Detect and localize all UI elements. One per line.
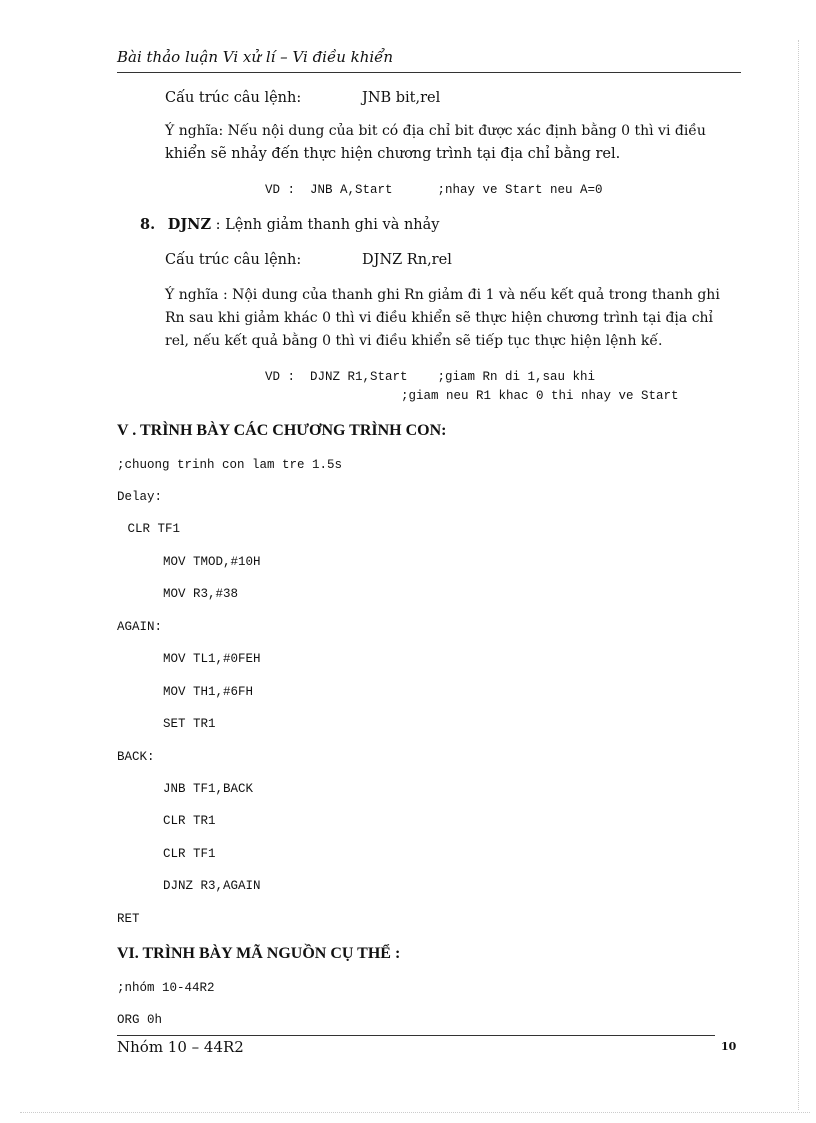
djnz-syntax-label: Cấu trúc câu lệnh: <box>165 252 302 268</box>
code-line: CLR TF1 <box>163 847 216 861</box>
section-5-heading: V . TRÌNH BÀY CÁC CHƯƠNG TRÌNH CON: <box>117 422 447 439</box>
code-line: CLR TR1 <box>163 814 216 828</box>
jnb-syntax-value: JNB bit,rel <box>362 90 441 106</box>
jnb-meaning-line-2: khiển sẽ nhảy đến thực hiện chương trình tại địa chỉ bằng rel. <box>165 146 621 162</box>
code-line: BACK: <box>117 750 155 764</box>
jnb-syntax-label: Cấu trúc câu lệnh: <box>165 90 302 106</box>
code-line: RET <box>117 912 140 926</box>
jnb-example: VD : JNB A,Start ;nhay ve Start neu A=0 <box>265 183 603 197</box>
djnz-number: 8. <box>140 216 156 233</box>
code-line: ;chuong trinh con lam tre 1.5s <box>117 458 343 472</box>
code-line: MOV TL1,#0FEH <box>163 652 261 666</box>
jnb-meaning-line-1: Ý nghĩa: Nếu nội dung của bit có địa chỉ bit được xác định bằng 0 thì vi điều <box>165 123 706 139</box>
code-line: SET TR1 <box>163 717 216 731</box>
header-title: Bài thảo luận Vi xử lí – Vi điều khiển <box>117 48 394 66</box>
djnz-item <box>140 216 439 233</box>
djnz-name: DJNZ <box>167 216 212 233</box>
code-line: Delay: <box>117 490 163 504</box>
djnz-example-line-1: VD : DJNZ R1,Start ;giam Rn di 1,sau khi <box>265 370 596 384</box>
djnz-syntax-value: DJNZ Rn,rel <box>362 252 452 268</box>
page-number: 10 <box>721 1040 737 1053</box>
djnz-meaning-line-3: rel, nếu kết quả bằng 0 thì vi điều khiển sẽ tiếp tục thực hiện lệnh kế. <box>165 333 663 349</box>
code-line: ;nhóm 10-44R2 <box>117 981 215 995</box>
code-line: JNB TF1,BACK <box>163 782 254 796</box>
code-line: MOV R3,#38 <box>163 587 239 601</box>
page-edge-guide <box>798 40 799 1110</box>
code-line: DJNZ R3,AGAIN <box>163 879 261 893</box>
djnz-meaning-line-2: Rn sau khi giảm khác 0 thì vi điều khiển sẽ thực hiện chương trình tại địa chỉ <box>165 310 714 326</box>
djnz-example-line-2: ;giam neu R1 khac 0 thi nhay ve Start <box>401 389 679 403</box>
code-line: MOV TMOD,#10H <box>163 555 261 569</box>
djnz-description: : Lệnh giảm thanh ghi và nhảy <box>211 217 440 233</box>
header-divider <box>117 72 741 73</box>
code-line: AGAIN: <box>117 620 163 634</box>
code-line: ORG 0h <box>117 1013 163 1027</box>
footer-divider <box>117 1035 715 1036</box>
section-6-heading: VI. TRÌNH BÀY MÃ NGUỒN CỤ THỂ : <box>117 945 401 962</box>
page-bottom-guide <box>20 1112 810 1113</box>
code-line: CLR TF1 <box>120 522 181 536</box>
footer-group: Nhóm 10 – 44R2 <box>117 1038 244 1056</box>
djnz-meaning-line-1: Ý nghĩa : Nội dung của thanh ghi Rn giảm đi 1 và nếu kết quả trong thanh ghi <box>165 287 720 303</box>
code-line: MOV TH1,#6FH <box>163 685 254 699</box>
